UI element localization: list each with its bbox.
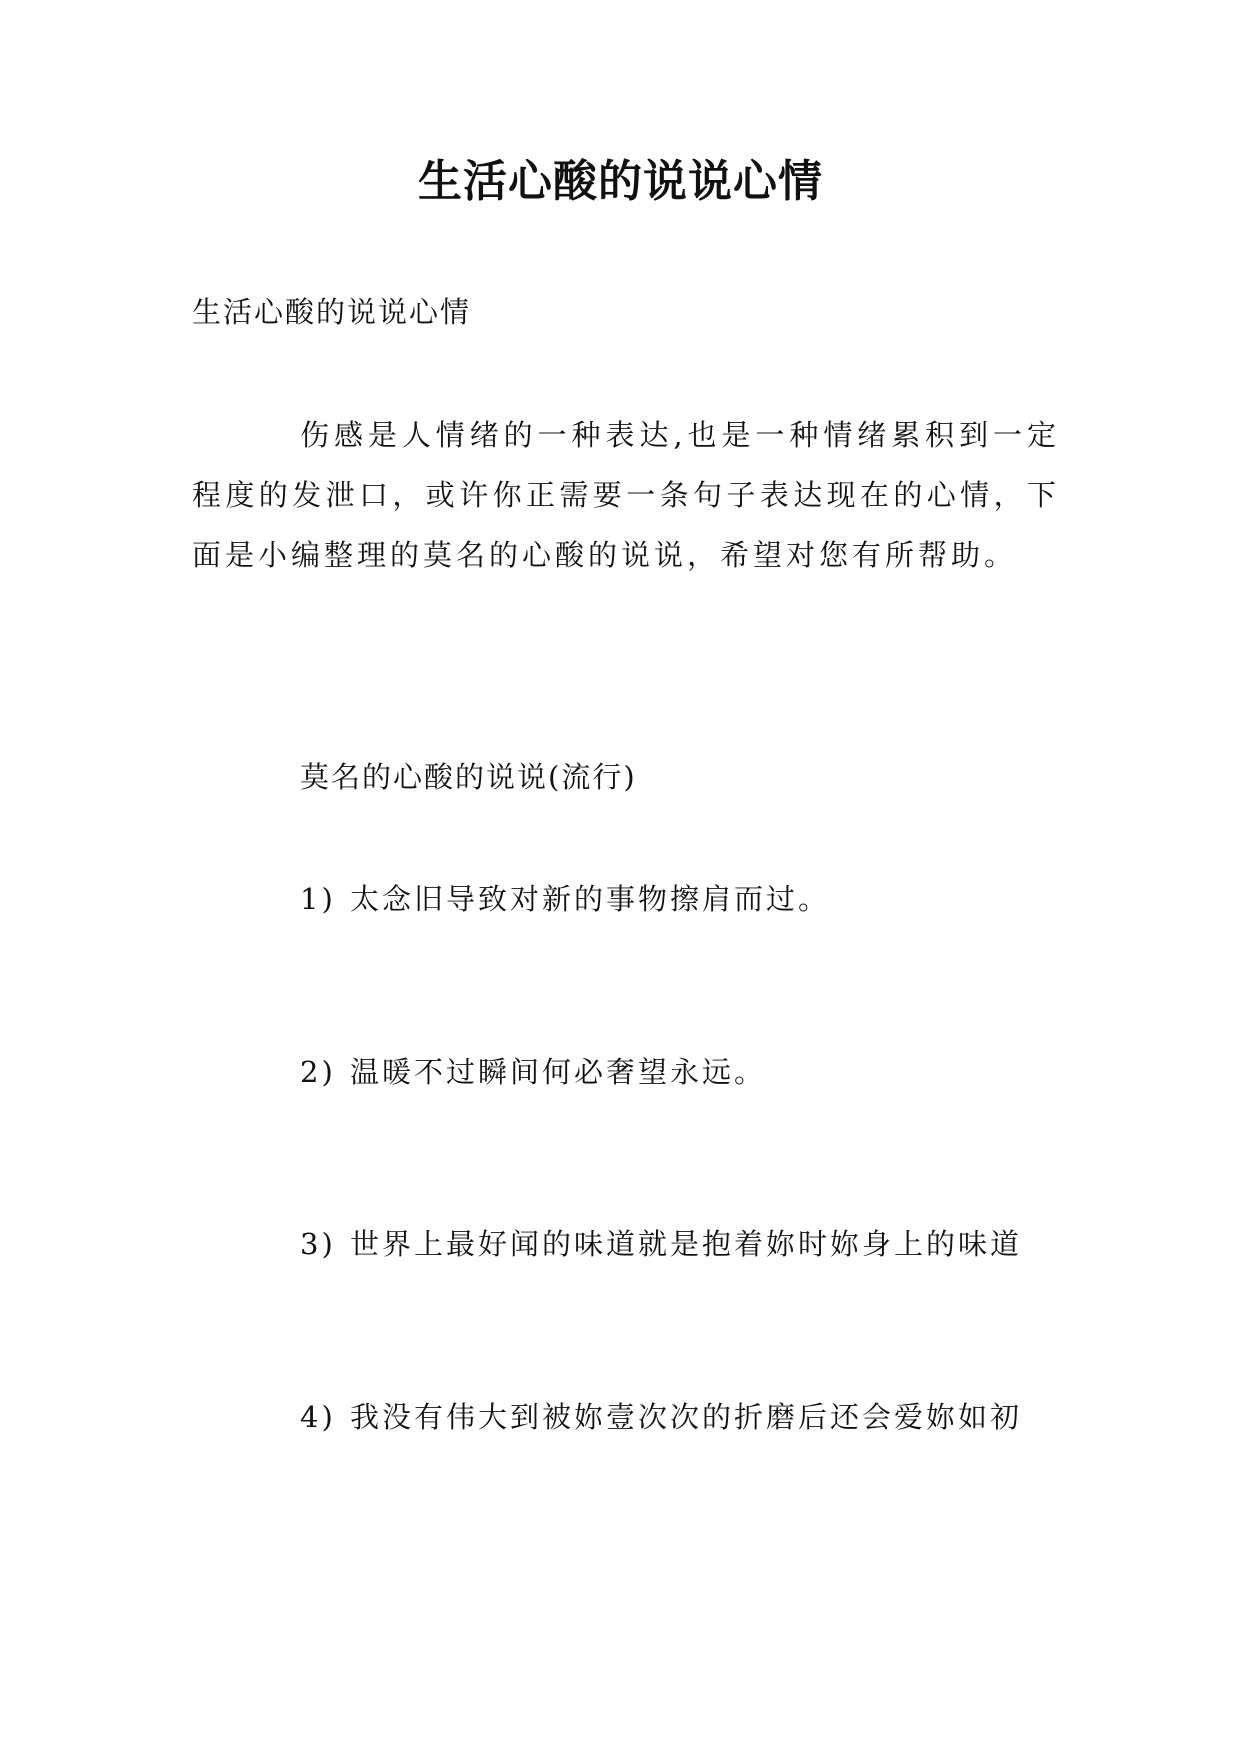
saying-number: 2) (300, 1055, 336, 1089)
intro-paragraph: 伤感是人情绪的一种表达,也是一种情绪累积到一定程度的发泄口，或许你正需要一条句子表达现在的心情，下面是小编整理的莫名的心酸的说说，希望对您有所帮助。 (192, 418, 1060, 572)
section-heading: 莫名的心酸的说说(流行) (300, 760, 637, 794)
document-title: 生活心酸的说说心情 (418, 156, 823, 207)
saying-number: 3) (300, 1227, 336, 1261)
saying-item (300, 1050, 766, 1094)
saying-number: 4) (300, 1400, 336, 1434)
saying-text: 我没有伟大到被妳壹次次的折磨后还会爱妳如初 (350, 1400, 1023, 1434)
saying-text: 温暖不过瞬间何必奢望永远。 (350, 1055, 767, 1089)
document-subtitle: 生活心酸的说说心情 (192, 295, 472, 329)
saying-number: 1) (300, 882, 336, 916)
saying-text: 太念旧导致对新的事物擦肩而过。 (350, 882, 831, 916)
saying-item (300, 877, 830, 921)
saying-text: 世界上最好闻的味道就是抱着妳时妳身上的味道 (350, 1227, 1023, 1261)
saying-item (300, 1222, 1022, 1266)
saying-item (300, 1395, 1022, 1439)
